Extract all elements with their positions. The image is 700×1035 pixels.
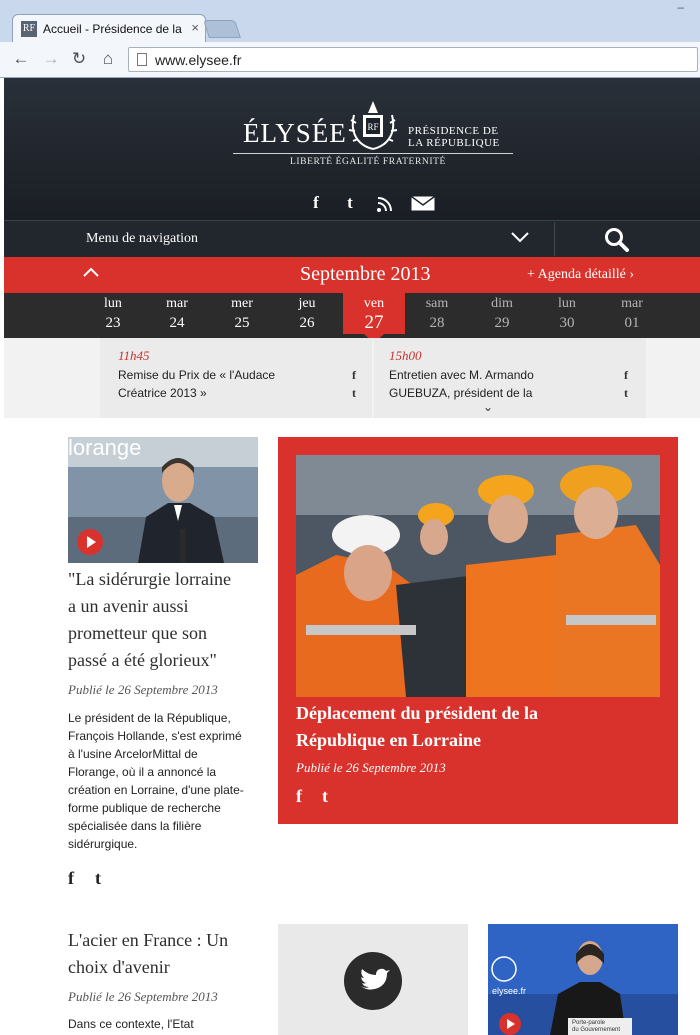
agenda-detail-link[interactable]: + Agenda détaillé ›	[527, 267, 635, 282]
logo-divider	[233, 153, 513, 154]
expand-events-icon[interactable]: ⌄	[483, 400, 494, 414]
video-brand: elysee.fr	[492, 986, 527, 996]
home-button[interactable]: ⌂	[102, 49, 114, 68]
tab-title: Accueil - Présidence de la	[43, 22, 182, 36]
rss-icon[interactable]	[376, 195, 394, 213]
article-body: Le président de la République, François Hollande, s'est exprimé à l'usine ArcelorMittal de Florange, où il a annoncé la création en Lorraine, d'une plate- forme publique de recherche spécialisée dans la filière sidérurgique.	[68, 711, 244, 851]
page-icon	[137, 53, 147, 66]
calendar-day[interactable]: lun 30	[558, 296, 576, 331]
calendar-month-title: Septembre 2013	[300, 263, 431, 285]
twitter-icon[interactable]: t	[624, 386, 628, 400]
republic-emblem-icon	[346, 97, 400, 155]
tab-close-icon[interactable]: ×	[191, 20, 199, 35]
navigation-menu-label[interactable]: Menu de navigation	[86, 231, 198, 246]
search-icon[interactable]	[604, 227, 630, 253]
presidence-text: PRÉSIDENCE DE LA RÉPUBLIQUE	[408, 125, 500, 149]
twitter-bird-icon[interactable]	[344, 952, 402, 1010]
browser-tab[interactable]	[12, 14, 206, 44]
logo-wordmark[interactable]: ÉLYSÉE	[243, 118, 347, 148]
mail-icon[interactable]	[411, 196, 435, 211]
url-text: www.elysee.fr	[155, 52, 242, 68]
chevron-up-icon[interactable]	[82, 266, 100, 278]
window-controls[interactable]: –	[677, 0, 692, 14]
twitter-icon[interactable]: t	[352, 386, 356, 400]
article-date: Publié le 26 Septembre 2013	[68, 989, 218, 1004]
address-bar[interactable]	[128, 47, 698, 72]
twitter-icon[interactable]: t	[347, 193, 353, 212]
calendar-day[interactable]: mar 24	[166, 296, 188, 331]
calendar-day[interactable]: sam 28	[425, 296, 449, 331]
svg-text:RF: RF	[367, 122, 379, 132]
back-button[interactable]: ←	[12, 49, 30, 68]
article-title[interactable]: "La sidérurgie lorraine a un avenir aussi prometteur que son passé a été glorieux"	[68, 569, 231, 670]
nav-divider	[554, 222, 555, 256]
featured-title[interactable]: Déplacement du président de la République en Lorraine	[296, 703, 538, 750]
article-body: Dans ce contexte, l'Etat	[68, 1017, 194, 1031]
featured-date: Publié le 26 Septembre 2013	[296, 760, 446, 775]
facebook-icon[interactable]: f	[313, 193, 319, 212]
chevron-down-icon[interactable]	[510, 230, 530, 244]
event-time: 11h45	[118, 348, 150, 363]
devise-text: LIBERTÉ ÉGALITÉ FRATERNITÉ	[290, 157, 446, 167]
reload-button[interactable]: ↻	[71, 49, 87, 68]
facebook-icon[interactable]: f	[624, 368, 628, 382]
twitter-icon[interactable]: t	[95, 868, 101, 888]
video-thumbnail[interactable]	[488, 924, 678, 1035]
thumb-caption: lorange	[68, 437, 142, 460]
calendar-day[interactable]: jeu 26	[298, 296, 316, 331]
facebook-icon[interactable]: f	[352, 368, 356, 382]
calendar-day[interactable]: mer 25	[231, 296, 253, 331]
article-title[interactable]: L'acier en France : Un choix d'avenir	[68, 930, 229, 977]
forward-button[interactable]: →	[42, 49, 60, 68]
event-time: 15h00	[389, 348, 422, 363]
article-date: Publié le 26 Septembre 2013	[68, 682, 218, 697]
video-caption: Porte-parole du Gouvernement	[572, 1020, 621, 1033]
play-icon[interactable]	[77, 529, 103, 555]
calendar-day[interactable]: dim 29	[491, 296, 513, 331]
event-title: Remise du Prix de « l'Audace Créatrice 2013 »	[118, 368, 276, 400]
twitter-icon[interactable]: t	[322, 786, 328, 806]
facebook-icon[interactable]: f	[68, 868, 74, 888]
event-title: Entretien avec M. Armando GUEBUZA, président de la	[389, 368, 534, 400]
featured-photo[interactable]	[296, 455, 660, 697]
new-tab-button[interactable]	[203, 20, 241, 38]
calendar-day[interactable]: lun 23	[104, 296, 122, 331]
calendar-day-active[interactable]: ven 27	[363, 296, 385, 333]
favicon-icon: RF	[21, 21, 37, 37]
facebook-icon[interactable]: f	[296, 786, 302, 806]
calendar-day[interactable]: mar 01	[621, 296, 643, 331]
